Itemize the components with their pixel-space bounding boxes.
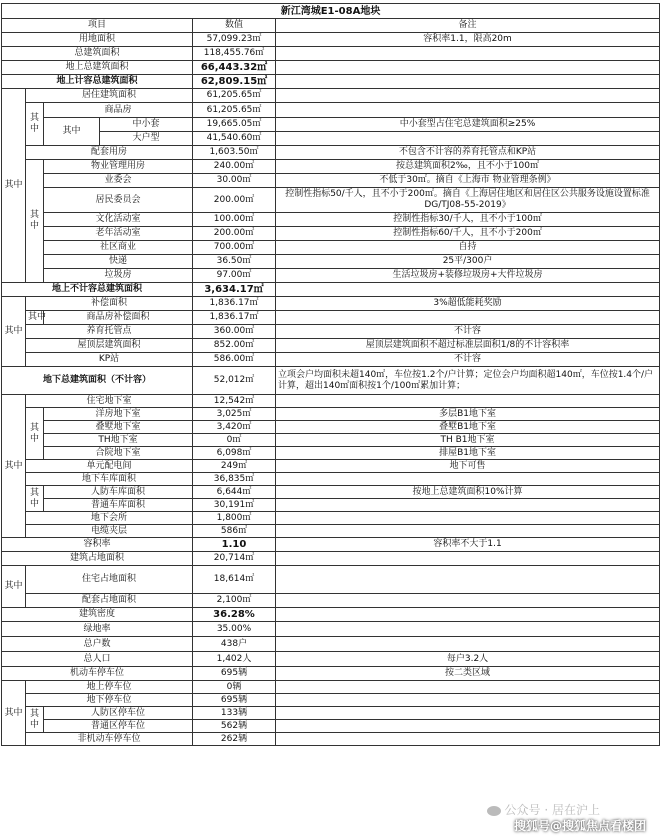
row-value: 1,836.17㎡	[193, 311, 276, 325]
row-value: 360.00㎡	[193, 325, 276, 339]
table-row	[2, 227, 660, 241]
group-label-part: 中	[29, 498, 39, 509]
row-note	[276, 720, 660, 733]
row-value: 249㎡	[193, 460, 276, 473]
group-label-part: 中	[29, 719, 39, 730]
header-value: 数值	[193, 19, 276, 33]
row-note	[276, 552, 660, 566]
group-label-part: 中	[29, 433, 39, 444]
table-row	[2, 33, 660, 47]
table-row	[2, 297, 660, 311]
row-note: 按总建筑面积2‰，且不小于100㎡	[276, 160, 660, 174]
row-value: 200.00㎡	[193, 227, 276, 241]
group-label-part: 中	[29, 221, 39, 231]
table-row	[2, 594, 660, 608]
row-value: 6,098㎡	[193, 447, 276, 460]
group-label	[26, 707, 44, 733]
row-note: 排屋B1地下室	[276, 447, 660, 460]
table-row	[2, 447, 660, 460]
row-note: 屋顶层建筑面积不超过标准层面积1/8的不计容积率	[276, 339, 660, 353]
header-row	[2, 19, 660, 33]
group-label-part: 其	[29, 708, 39, 719]
row-note	[276, 707, 660, 720]
table-row	[2, 118, 660, 132]
row-value: 100.00㎡	[193, 213, 276, 227]
group-label: 其中	[26, 311, 44, 325]
row-note: 中小套型占住宅总建筑面积≥25%	[276, 118, 660, 132]
table-row	[2, 132, 660, 146]
table-row	[2, 681, 660, 694]
row-value: 586㎡	[193, 525, 276, 538]
row-value: 0㎡	[193, 434, 276, 447]
row-note: 立项会户均面积未超140㎡，车位按1.2个/户计算；定位会户均面积超140㎡，车位按1.4个/户计算，超出140㎡面积按1个/100㎡累加计算；	[276, 367, 660, 395]
table-row	[2, 608, 660, 622]
row-name: 业委会	[44, 174, 193, 188]
data-sheet	[1, 3, 659, 746]
row-value: 3,420㎡	[193, 421, 276, 434]
row-name: 物业管理用房	[44, 160, 193, 174]
row-value: 852.00㎡	[193, 339, 276, 353]
row-note	[276, 622, 660, 637]
table-row	[2, 652, 660, 667]
table-row	[2, 434, 660, 447]
row-note: 3%超低能耗奖励	[276, 297, 660, 311]
group-label: 其中	[2, 681, 26, 746]
table-row	[2, 622, 660, 637]
row-name: 地下停车位	[26, 694, 193, 707]
table-row	[2, 188, 660, 213]
row-name: 社区商业	[44, 241, 193, 255]
table-row	[2, 486, 660, 499]
row-note: 按地上总建筑面积10%计算	[276, 486, 660, 499]
row-value: 62,809.15㎡	[193, 75, 276, 89]
row-value: 438户	[193, 637, 276, 652]
row-name: 老年活动室	[44, 227, 193, 241]
row-value: 12,542㎡	[193, 395, 276, 408]
title-row	[2, 4, 660, 19]
row-value: 1,402人	[193, 652, 276, 667]
table-row	[2, 174, 660, 188]
table-row	[2, 47, 660, 61]
row-note: 叠墅B1地下室	[276, 421, 660, 434]
row-note	[276, 132, 660, 146]
row-note: TH B1地下室	[276, 434, 660, 447]
row-name: 地下车库面积	[26, 473, 193, 486]
row-note	[276, 566, 660, 594]
row-note	[276, 61, 660, 75]
row-name: 普通区停车位	[44, 720, 193, 733]
row-note	[276, 75, 660, 89]
row-value: 61,205.65㎡	[193, 103, 276, 118]
row-value: 2,100㎡	[193, 594, 276, 608]
row-value: 695辆	[193, 694, 276, 707]
row-value: 30,191㎡	[193, 499, 276, 512]
row-note	[276, 594, 660, 608]
row-note: 控制性指标30/千人，且不小于100㎡	[276, 213, 660, 227]
row-note: 自持	[276, 241, 660, 255]
table-row	[2, 146, 660, 160]
row-note: 容积率1.1，限高20m	[276, 33, 660, 47]
table-row	[2, 160, 660, 174]
row-name: 中小套	[100, 118, 193, 132]
group-label: 其中	[2, 297, 26, 367]
row-name: 容积率	[2, 538, 193, 552]
row-value: 41,540.60㎡	[193, 132, 276, 146]
group-label-part: 其	[29, 487, 39, 498]
row-value: 3,025㎡	[193, 408, 276, 421]
row-note: 多层B1地下室	[276, 408, 660, 421]
row-value: 20,714㎡	[193, 552, 276, 566]
group-label: 其中	[2, 395, 26, 538]
row-name: 居民委员会	[44, 188, 193, 213]
group-label	[26, 486, 44, 512]
group-label	[26, 160, 44, 283]
row-value: 133辆	[193, 707, 276, 720]
row-name: 商品房补偿面积	[44, 311, 193, 325]
row-note: 生活垃圾房+装修垃圾房+大件垃圾房	[276, 269, 660, 283]
table-row	[2, 525, 660, 538]
row-name: 合院地下室	[44, 447, 193, 460]
table-row	[2, 473, 660, 486]
group-label: 其中	[2, 89, 26, 283]
row-value: 1,603.50㎡	[193, 146, 276, 160]
group-label: 其中	[2, 566, 26, 608]
row-name: 总户数	[2, 637, 193, 652]
table-row	[2, 367, 660, 395]
row-note: 按二类区域	[276, 667, 660, 681]
table-row	[2, 353, 660, 367]
watermark-account	[487, 801, 600, 818]
row-name: 电缆夹层	[26, 525, 193, 538]
row-note: 25平/300户	[276, 255, 660, 269]
row-name: 住宅地下室	[26, 395, 193, 408]
table-row	[2, 499, 660, 512]
table-row	[2, 538, 660, 552]
table-row	[2, 255, 660, 269]
parameter-table	[1, 3, 660, 746]
row-note	[276, 733, 660, 746]
wechat-icon	[487, 806, 501, 816]
row-name: 文化活动室	[44, 213, 193, 227]
table-row	[2, 325, 660, 339]
row-name: 地上计容总建筑面积	[2, 75, 193, 89]
row-name: TH地下室	[44, 434, 193, 447]
table-row	[2, 61, 660, 75]
watermark-account-text: 公众号 · 居在沪上	[504, 803, 600, 817]
table-row	[2, 637, 660, 652]
row-name: 住宅占地面积	[26, 566, 193, 594]
row-value: 1,800㎡	[193, 512, 276, 525]
row-note	[276, 637, 660, 652]
row-note: 不计容	[276, 353, 660, 367]
row-name: 商品房	[44, 103, 193, 118]
row-note	[276, 473, 660, 486]
row-note	[276, 89, 660, 103]
row-name: 洋房地下室	[44, 408, 193, 421]
watermark-site: 搜狐号@搜狐焦点看楼团	[513, 819, 646, 833]
row-name: KP站	[26, 353, 193, 367]
row-value: 1,836.17㎡	[193, 297, 276, 311]
table-row	[2, 720, 660, 733]
row-name: 补偿面积	[26, 297, 193, 311]
row-value: 66,443.32㎡	[193, 61, 276, 75]
group-label-part: 其	[29, 113, 39, 123]
row-name: 快递	[44, 255, 193, 269]
row-name: 地上停车位	[26, 681, 193, 694]
row-note: 控制性指标50/千人，且不小于200㎡。摘自《上海居住地区和居住区公共服务设施设置标准DG/TJ08-55-2019》	[276, 188, 660, 213]
row-value: 1.10	[193, 538, 276, 552]
row-note	[276, 103, 660, 118]
row-value: 700.00㎡	[193, 241, 276, 255]
row-note: 不计容	[276, 325, 660, 339]
row-name: 地下总建筑面积（不计容）	[2, 367, 193, 395]
row-value: 57,099.23㎡	[193, 33, 276, 47]
row-note	[276, 283, 660, 297]
row-value: 18,614㎡	[193, 566, 276, 594]
row-name: 用地面积	[2, 33, 193, 47]
table-title: 新江湾城E1-08A地块	[2, 4, 660, 19]
table-row	[2, 694, 660, 707]
table-row	[2, 408, 660, 421]
row-value: 35.00%	[193, 622, 276, 637]
row-note	[276, 512, 660, 525]
group-label-part: 其	[29, 210, 39, 220]
table-row	[2, 566, 660, 594]
row-value: 562辆	[193, 720, 276, 733]
row-value: 36,835㎡	[193, 473, 276, 486]
table-row	[2, 75, 660, 89]
row-name: 单元配电间	[26, 460, 193, 473]
row-note	[276, 47, 660, 61]
table-row	[2, 460, 660, 473]
row-note: 地下可售	[276, 460, 660, 473]
row-name: 人防区停车位	[44, 707, 193, 720]
row-note	[276, 681, 660, 694]
table-row	[2, 512, 660, 525]
table-row	[2, 339, 660, 353]
table-row	[2, 283, 660, 297]
table-row	[2, 395, 660, 408]
row-note	[276, 525, 660, 538]
group-label	[26, 408, 44, 460]
group-label-part: 其	[29, 422, 39, 433]
row-name: 人防车库面积	[44, 486, 193, 499]
row-value: 586.00㎡	[193, 353, 276, 367]
row-name: 居住建筑面积	[26, 89, 193, 103]
row-name: 屋顶层建筑面积	[26, 339, 193, 353]
row-name: 非机动车停车位	[26, 733, 193, 746]
row-name: 总人口	[2, 652, 193, 667]
row-note	[276, 499, 660, 512]
table-row	[2, 707, 660, 720]
row-value: 262辆	[193, 733, 276, 746]
table-row	[2, 311, 660, 325]
row-value: 200.00㎡	[193, 188, 276, 213]
row-value: 6,644㎡	[193, 486, 276, 499]
row-note: 不低于30㎡。摘自《上海市 物业管理条例》	[276, 174, 660, 188]
table-row	[2, 667, 660, 681]
row-value: 3,634.17㎡	[193, 283, 276, 297]
table-row	[2, 269, 660, 283]
row-name: 叠墅地下室	[44, 421, 193, 434]
row-value: 97.00㎡	[193, 269, 276, 283]
row-name: 总建筑面积	[2, 47, 193, 61]
row-value: 0辆	[193, 681, 276, 694]
row-note	[276, 311, 660, 325]
row-note: 控制性指标60/千人，且不小于200㎡	[276, 227, 660, 241]
row-name: 建筑密度	[2, 608, 193, 622]
row-name: 普通车库面积	[44, 499, 193, 512]
row-name: 绿地率	[2, 622, 193, 637]
row-name: 地上总建筑面积	[2, 61, 193, 75]
table-row	[2, 103, 660, 118]
table-row	[2, 421, 660, 434]
row-name: 地下会所	[26, 512, 193, 525]
group-label	[26, 103, 44, 146]
row-value: 61,205.65㎡	[193, 89, 276, 103]
row-name: 地上不计容总建筑面积	[2, 283, 193, 297]
row-name: 配套用房	[26, 146, 193, 160]
row-name: 养育托管点	[26, 325, 193, 339]
row-name: 垃圾房	[44, 269, 193, 283]
row-name: 配套占地面积	[26, 594, 193, 608]
header-note: 备注	[276, 19, 660, 33]
row-note: 容积率不大于1.1	[276, 538, 660, 552]
row-value: 118,455.76㎡	[193, 47, 276, 61]
table-row	[2, 89, 660, 103]
row-value: 240.00㎡	[193, 160, 276, 174]
row-note: 不包含不计容的养育托管点和KP站	[276, 146, 660, 160]
header-item: 项目	[2, 19, 193, 33]
row-name: 大户型	[100, 132, 193, 146]
row-note	[276, 608, 660, 622]
row-value: 36.28%	[193, 608, 276, 622]
row-note	[276, 694, 660, 707]
table-row	[2, 733, 660, 746]
row-note	[276, 395, 660, 408]
row-note: 每户3.2人	[276, 652, 660, 667]
row-name: 机动车停车位	[2, 667, 193, 681]
table-row	[2, 552, 660, 566]
row-value: 19,665.05㎡	[193, 118, 276, 132]
table-row	[2, 213, 660, 227]
row-value: 52,012㎡	[193, 367, 276, 395]
row-value: 30.00㎡	[193, 174, 276, 188]
group-label-part: 中	[29, 124, 39, 134]
row-name: 建筑占地面积	[2, 552, 193, 566]
group-label: 其中	[44, 118, 100, 146]
row-value: 36.50㎡	[193, 255, 276, 269]
table-row	[2, 241, 660, 255]
row-value: 695辆	[193, 667, 276, 681]
